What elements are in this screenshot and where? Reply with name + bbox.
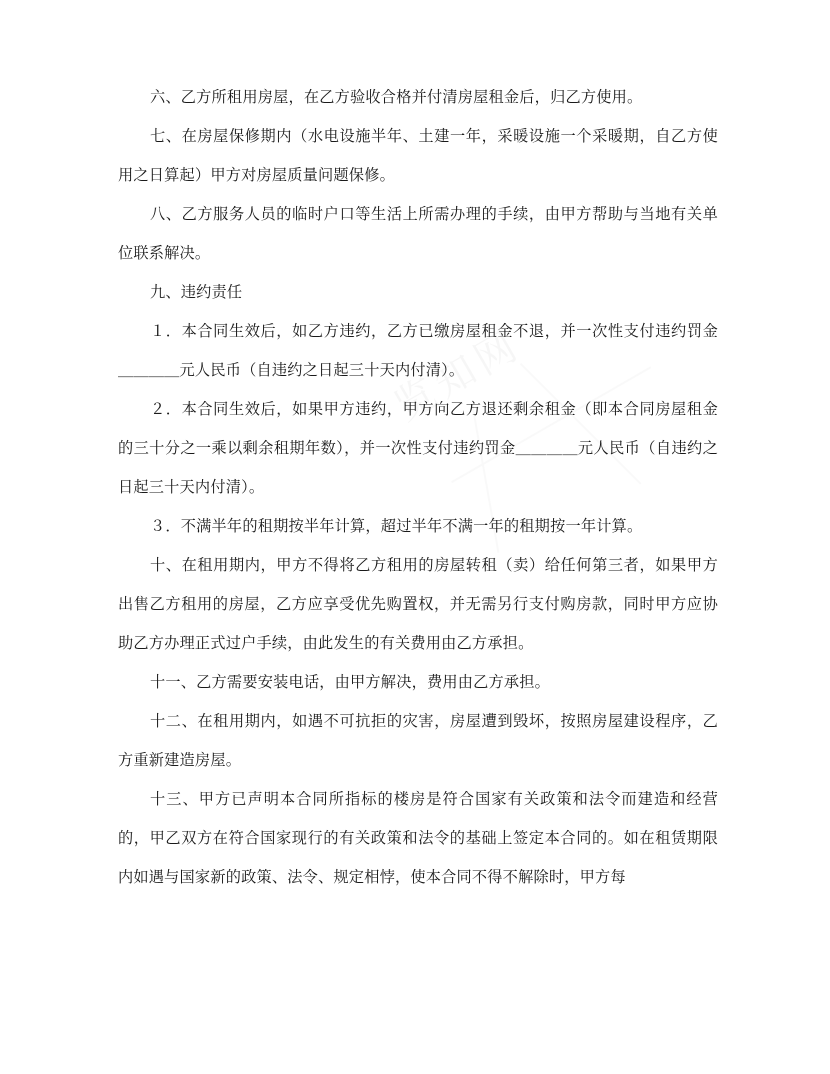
paragraph: ２．本合同生效后，如果甲方违约，甲方向乙方退还剩余租金（即本合同房屋租金的三十分之一乘以剩余租期年数），并一次性支付违约罚金＿＿＿＿元人民币（自违约之日起三十天内付清）。 [118, 400, 718, 496]
paragraph: 十一、乙方需要安装电话，由甲方解决，费用由乙方承担。 [150, 673, 551, 691]
paragraph: 七、在房屋保修期内（水电设施半年、土建一年，采暖设施一个采暖期，自乙方使用之日算起）甲方对房屋质量问题保修。 [118, 127, 718, 184]
paragraph: 十、在租用期内，甲方不得将乙方租用的房屋转租（卖）给任何第三者，如果甲方出售乙方租用的房屋，乙方应享受优先购置权，并无需另行支付购房款，同时甲方应协助乙方办理正式过户手续，由此发生的有关费用由乙方承担。 [118, 556, 718, 652]
paragraph: １．本合同生效后，如乙方违约，乙方已缴房屋租金不退，并一次性支付违约罚金＿＿＿＿元人民币（自违约之日起三十天内付清）。 [118, 322, 718, 379]
paragraph: 九、违约责任 [150, 283, 243, 301]
paragraph: ３．不满半年的租期按半年计算，超过半年不满一年的租期按一年计算。 [150, 517, 643, 535]
paragraph: 八、乙方服务人员的临时户口等生活上所需办理的手续，由甲方帮助与当地有关单位联系解决。 [118, 205, 718, 262]
paragraph: 十三、甲方已声明本合同所指标的楼房是符合国家有关政策和法令而建造和经营的，甲乙双方在符合国家现行的有关政策和法令的基础上签定本合同的。如在租赁期限内如遇与国家新的政策、法令、规定相悖，使本合同不得不解除时，甲方每 [118, 790, 718, 886]
document-body [118, 78, 718, 897]
paragraph: 六、乙方所租用房屋，在乙方验收合格并付清房屋租金后，归乙方使用。 [150, 88, 643, 106]
watermark-text: 览知网 [386, 321, 530, 431]
paragraph: 十二、在租用期内，如遇不可抗拒的灾害，房屋遭到毁坏，按照房屋建设程序，乙方重新建造房屋。 [118, 712, 718, 769]
